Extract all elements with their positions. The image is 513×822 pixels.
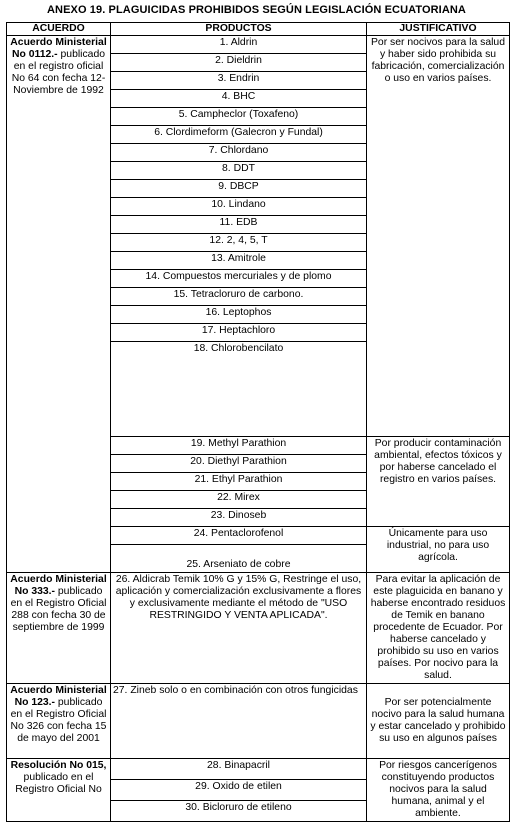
acuerdo-text: publicado en el Registro Oficial 288 con fecha 30 de septiembre de 1999	[10, 586, 107, 633]
producto-cell: 18. Chlorobencilato	[111, 342, 367, 437]
table-row	[7, 759, 510, 780]
producto-cell: 13. Amitrole	[111, 252, 367, 270]
producto-cell: 28. Binapacril	[111, 759, 367, 780]
producto-cell: 20. Diethyl Parathion	[111, 455, 367, 473]
table-header-row	[7, 23, 510, 36]
justificativo-cell: Por ser nocivos para la salud y haber sido prohibida su fabricación, comercialización o uso en varios países.	[367, 36, 510, 437]
justificativo-cell: Para evitar la aplicación de este plaguicida en banano y haberse encontrado residuos de Temik en banano procedente de Ecuador. Por haberse cancelado y prohibido su uso en varios países. Por nocivo para la salud.	[367, 573, 510, 684]
acuerdo-bold: Acuerdo Ministerial No 0112.-	[10, 37, 107, 60]
acuerdo-text: publicado en el registro oficial No 64 con fecha 12-Noviembre de 1992	[11, 49, 106, 96]
acuerdo-text: publicado en el Registro Oficial No 326 con fecha 15 de mayo del 2001	[10, 697, 107, 744]
table-row	[7, 573, 510, 684]
header-justificativo: JUSTIFICATIVO	[367, 23, 510, 36]
producto-cell: 30. Bicloruro de etileno	[111, 801, 367, 822]
producto-cell: 25. Arseniato de cobre	[111, 545, 367, 573]
acuerdo-bold: Acuerdo Ministerial No 333.-	[10, 574, 107, 597]
document-title: ANEXO 19. PLAGUICIDAS PROHIBIDOS SEGÚN LEGISLACIÓN ECUATORIANA	[47, 4, 466, 16]
acuerdo-cell	[7, 36, 111, 573]
justificativo-cell: Por producir contaminación ambiental, efectos tóxicos y por haberse cancelado el registro en varios países.	[367, 437, 510, 527]
justificativo-cell: Por riesgos cancerígenos constituyendo productos nocivos para la salud humana, animal y el ambiente.	[367, 759, 510, 822]
producto-cell: 6. Clordimeform (Galecron y Fundal)	[111, 126, 367, 144]
producto-cell: 19. Methyl Parathion	[111, 437, 367, 455]
header-acuerdo: ACUERDO	[7, 23, 111, 36]
producto-cell: 7. Chlordano	[111, 144, 367, 162]
producto-cell: 27. Zineb solo o en combinación con otros fungicidas	[111, 684, 367, 759]
producto-cell: 26. Aldicrab Temik 10% G y 15% G, Restringe el uso, aplicación y comercialización exclusivamente a flores y exclusivamente mediante el método de "USO RESTRINGIDO Y VENTA APLICADA".	[111, 573, 367, 684]
producto-cell: 1. Aldrin	[111, 36, 367, 54]
acuerdo-text: publicado en el Registro Oficial No	[15, 772, 102, 795]
producto-cell: 23. Dinoseb	[111, 509, 367, 527]
producto-cell: 14. Compuestos mercuriales y de plomo	[111, 270, 367, 288]
producto-cell: 5. Campheclor (Toxafeno)	[111, 108, 367, 126]
producto-cell: 4. BHC	[111, 90, 367, 108]
producto-cell: 2. Dieldrin	[111, 54, 367, 72]
acuerdo-cell	[7, 684, 111, 759]
acuerdo-bold: Resolución No 015,	[10, 760, 107, 771]
justificativo-cell: Únicamente para uso industrial, no para uso agrícola.	[367, 527, 510, 573]
acuerdo-cell	[7, 759, 111, 822]
producto-cell: 21. Ethyl Parathion	[111, 473, 367, 491]
pesticides-table	[6, 22, 510, 822]
producto-cell: 24. Pentaclorofenol	[111, 527, 367, 545]
producto-cell: 9. DBCP	[111, 180, 367, 198]
producto-cell: 11. EDB	[111, 216, 367, 234]
producto-cell: 3. Endrin	[111, 72, 367, 90]
producto-cell: 16. Leptophos	[111, 306, 367, 324]
acuerdo-bold: Acuerdo Ministerial No 123.-	[10, 685, 107, 708]
producto-cell: 29. Oxido de etilen	[111, 780, 367, 801]
producto-cell: 8. DDT	[111, 162, 367, 180]
header-productos: PRODUCTOS	[111, 23, 367, 36]
producto-cell: 22. Mirex	[111, 491, 367, 509]
table-row	[7, 36, 510, 54]
table-row	[7, 684, 510, 759]
producto-cell: 10. Lindano	[111, 198, 367, 216]
producto-cell: 12. 2, 4, 5, T	[111, 234, 367, 252]
acuerdo-cell	[7, 573, 111, 684]
producto-cell: 15. Tetracloruro de carbono.	[111, 288, 367, 306]
justificativo-cell: Por ser potencialmente nocivo para la salud humana y estar cancelado y prohibido su uso en algunos países	[367, 684, 510, 759]
producto-cell: 17. Heptachloro	[111, 324, 367, 342]
